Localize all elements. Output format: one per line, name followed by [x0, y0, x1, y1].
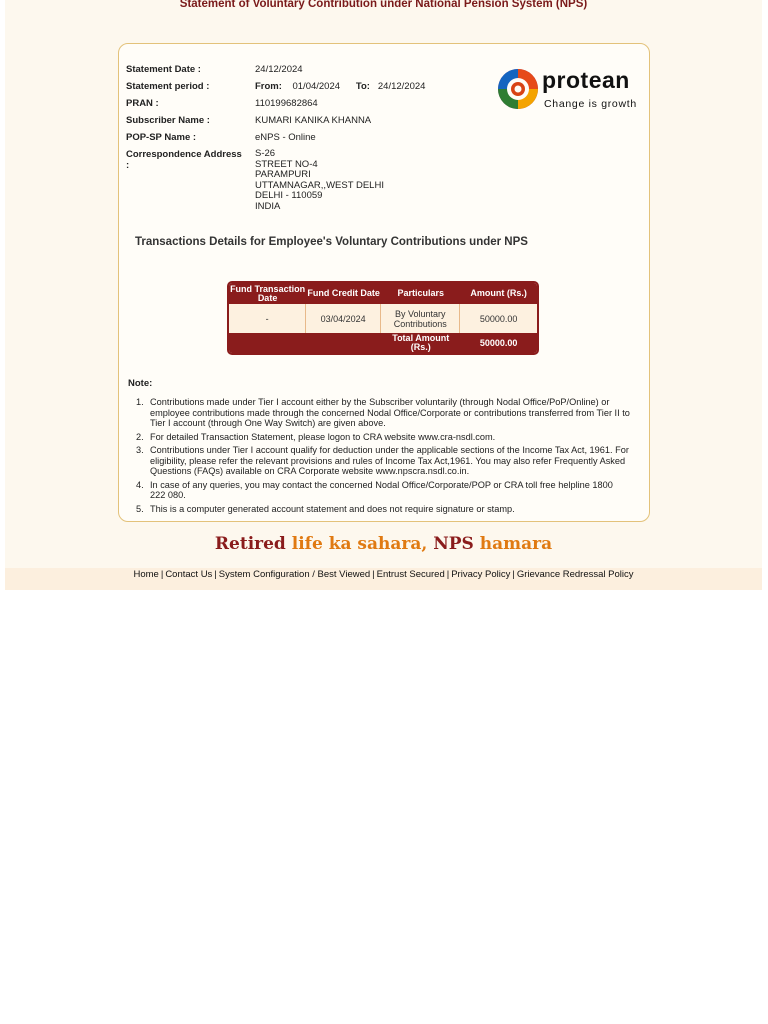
total-spacer — [229, 333, 306, 353]
note-item: 4. In case of any queries, you may contact the concerned Nodal Office/Corporate/POP or CRA toll free helpline 1800 222 080. — [136, 479, 613, 500]
table-header-row — [229, 283, 537, 304]
total-spacer — [306, 333, 381, 353]
statement-date-value: 24/12/2024 — [255, 64, 303, 75]
column-header: Fund Credit Date — [306, 283, 381, 304]
pran-label: PRAN : — [126, 98, 159, 109]
footer-link-system-configuration[interactable]: System Configuration / Best Viewed — [218, 569, 371, 580]
transactions-table — [227, 281, 539, 355]
tagline-part: Retired — [214, 534, 292, 554]
footer-link-entrust-secured[interactable]: Entrust Secured — [376, 569, 445, 580]
footer-link-grievance-redressal[interactable]: Grievance Redressal Policy — [516, 569, 634, 580]
tagline-part: NPS — [433, 534, 480, 554]
subscriber-name-value: KUMARI KANIKA KHANNA — [255, 115, 372, 126]
address-line: STREET NO-4 — [255, 158, 318, 170]
from-label: From: — [255, 81, 282, 92]
address-label: Correspondence Address — [126, 149, 242, 160]
statement-card — [118, 43, 650, 522]
table-cell: 50000.00 — [460, 304, 537, 333]
column-header: Particulars — [381, 283, 460, 304]
protean-logo — [496, 66, 646, 114]
footer-link-privacy-policy[interactable]: Privacy Policy — [451, 569, 511, 580]
total-value: 50000.00 — [460, 333, 537, 353]
statement-date-label: Statement Date : — [126, 64, 201, 75]
address-line: DELHI - 110059 — [255, 190, 323, 201]
note-text: Contributions under Tier I account qualify for deduction under the applicable sections of the Income Tax Act, 1961. For eligibility, please refer the relevant provisions and rules of Income Tax Act,1961. You may also refer Frequently Asked Questions (FAQs) available on CRA Corporate website www.npscra.nsdl.co.in. — [150, 445, 629, 476]
to-label: To: — [355, 81, 370, 92]
address-line: UTTAMNAGAR,,WEST DELHI — [255, 179, 384, 191]
column-header: Amount (Rs.) — [460, 283, 537, 304]
statement-page — [5, 0, 762, 590]
pop-sp-label: POP-SP Name : — [126, 132, 197, 143]
address-line: INDIA — [255, 200, 281, 212]
nps-tagline — [5, 534, 762, 554]
table-cell: By Voluntary Contributions — [381, 304, 460, 333]
note-text: In case of any queries, you may contact the concerned Nodal Office/Corporate/POP or CRA toll free helpline 1800 222 080. — [150, 479, 613, 500]
note-item: 2. For detailed Transaction Statement, please logon to CRA website www.cra-nsdl.com. — [136, 431, 496, 442]
note-title: Note: — [128, 378, 153, 389]
column-header: Fund Transaction Date — [230, 283, 306, 303]
footer-links: Home | Contact Us | System Configuration / Best Viewed | Entrust Secured | Privacy Policy | Grievance Redressal Policy — [5, 568, 762, 590]
table-row — [229, 304, 537, 333]
transactions-section-title: Transactions Details for Employee's Voluntary Contributions under NPS — [135, 236, 528, 248]
note-text: Contributions made under Tier I account either by the Subscriber voluntarily (through Nodal Office/PoP/Online) or employee contributions made through the concerned Nodal Office/Corporate or contributions transferred from Tier II to Tier I account (through One Way Switch) are given above. — [150, 397, 630, 428]
statement-period-label: Statement period : — [126, 81, 210, 92]
address-line: PARAMPURI — [255, 169, 311, 180]
total-row — [229, 333, 537, 353]
footer-link-home[interactable]: Home — [133, 569, 159, 580]
tagline-part: hamara — [479, 534, 553, 554]
note-item: 5. This is a computer generated account statement and does not require signature or stamp. — [136, 503, 515, 514]
logo-wordmark: protean — [542, 67, 630, 93]
from-date: 01/04/2024 — [292, 81, 341, 92]
table-cell: - — [229, 304, 306, 333]
logo-tagline: Change is growth — [544, 98, 637, 110]
table-cell: 03/04/2024 — [306, 304, 381, 333]
to-date: 24/12/2024 — [377, 81, 426, 92]
note-item: 3. Contributions under Tier I account qualify for deduction under the applicable sections of the Income Tax Act, 1961. For eligibility, please refer the relevant provisions and rules of Income Tax Act,1961. You may also refer Frequently Asked Questions (FAQs) available on CRA Corporate website www.npscra.nsdl.co.in. — [136, 445, 629, 476]
address-label-colon: : — [126, 160, 130, 171]
tagline-part: life ka sahara, — [291, 534, 434, 554]
pop-sp-value: eNPS - Online — [255, 132, 316, 143]
total-label: Total Amount (Rs.) — [381, 333, 460, 353]
footer-link-contact-us[interactable]: Contact Us — [165, 569, 213, 580]
statement-period-value — [255, 81, 425, 92]
notes-list — [136, 397, 630, 517]
address-value — [255, 149, 384, 212]
note-item: 1. Contributions made under Tier I account either by the Subscriber voluntarily (through Nodal Office/PoP/Online) or employee contributions made through the concerned Nodal Office/Corporate or contributions transferred from Tier II to Tier I account (through One Way Switch) are given above. — [136, 397, 630, 428]
protean-logo-icon — [496, 67, 540, 111]
pran-value: 110199682864 — [255, 98, 318, 109]
page-title: Statement of Voluntary Contribution under National Pension System (NPS) — [179, 0, 588, 10]
address-line: S-26 — [255, 148, 276, 159]
note-text: This is a computer generated account statement and does not require signature or stamp. — [150, 503, 515, 514]
subscriber-name-label: Subscriber Name : — [126, 115, 210, 126]
note-text: For detailed Transaction Statement, please logon to CRA website www.cra-nsdl.com. — [150, 431, 496, 442]
